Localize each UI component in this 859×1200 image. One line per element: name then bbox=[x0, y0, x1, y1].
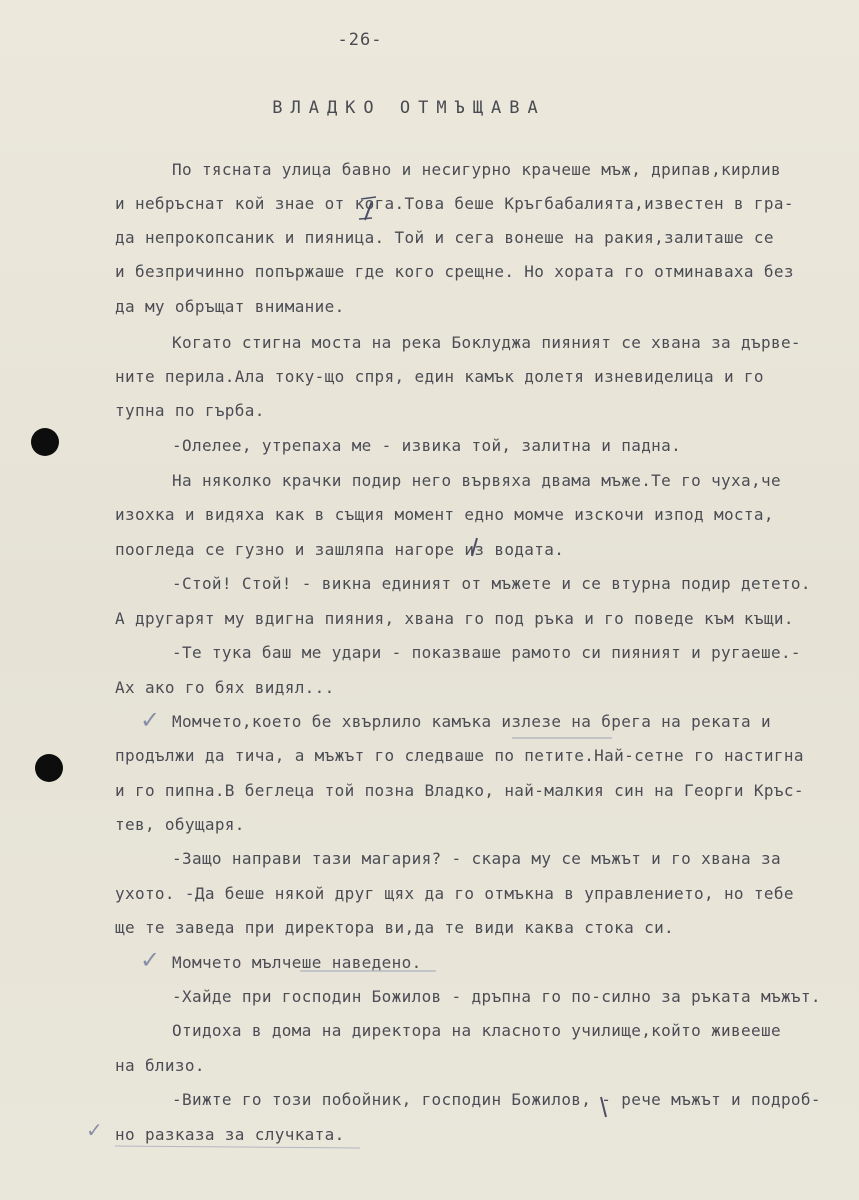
text-line: на близо. bbox=[115, 1056, 205, 1075]
text-line: На няколко крачки подир него вървяха двама мъже.Те го чуха,че bbox=[172, 471, 781, 490]
text-line: и небръснат кой знае от кога.Това беше Кръгбабалията,известен в гра- bbox=[115, 194, 794, 213]
text-line: -Те тука баш ме удари - показваше рамото си пияният и ругаеше.- bbox=[172, 643, 801, 662]
text-line: -Олелее, утрепаха ме - извика той, залитна и падна. bbox=[172, 436, 682, 455]
underline-stroke bbox=[115, 1146, 360, 1148]
text-line: продължи да тича, а мъжът го следваше по петите.Най-сетне го настигна bbox=[115, 746, 804, 765]
check-mark-icon: ✓ bbox=[86, 1118, 103, 1142]
text-line: По тясната улица бавно и несигурно крачеше мъж, дрипав,кирлив bbox=[172, 160, 781, 179]
text-line: ните перила.Ала току-що спря, един камък долетя изневиделица и го bbox=[115, 367, 764, 386]
text-line: тев, обущаря. bbox=[115, 815, 245, 834]
correction-stroke bbox=[365, 201, 372, 220]
text-line: Ах ако го бях видял... bbox=[115, 678, 335, 697]
correction-stroke bbox=[472, 538, 477, 556]
text-line: -Вижте го този побойник, господин Божилов, - рече мъжът и подроб- bbox=[172, 1090, 821, 1109]
check-mark-icon: ✓ bbox=[140, 706, 161, 734]
text-line: -Стой! Стой! - викна единият от мъжете и се втурна подир детето. bbox=[172, 574, 811, 593]
text-line: поогледа се гузно и зашляпа нагоре из водата. bbox=[115, 540, 565, 559]
text-line: Отидоха в дома на директора на класното училище,който живееше bbox=[172, 1021, 781, 1040]
text-line: -Хайде при господин Божилов - дръпна го по-силно за ръката мъжът. bbox=[172, 987, 821, 1006]
correction-stroke bbox=[601, 1097, 606, 1117]
text-line: тупна по гърба. bbox=[115, 401, 265, 420]
text-line: и безпричинно попържаше где кого срещне. Но хората го отминаваха без bbox=[115, 262, 794, 281]
check-mark-icon: ✓ bbox=[140, 946, 161, 974]
page-number: -26- bbox=[337, 30, 383, 50]
text-line: Момчето,което бе хвърлило камъка излезе на брега на реката и bbox=[172, 712, 771, 731]
text-line: но разказа за случката. bbox=[115, 1125, 345, 1144]
text-line: изохка и видяха как в същия момент едно момче изскочи изпод моста, bbox=[115, 505, 774, 524]
text-line: ухото. -Да беше някой друг щях да го отмъкна в управлението, но тебе bbox=[115, 884, 794, 903]
text-line: да непрокопсаник и пияница. Той и сега вонеше на ракия,залиташе се bbox=[115, 228, 774, 247]
page-title: ВЛАДКО ОТМЪЩАВА bbox=[272, 98, 546, 118]
text-line: да му обръщат внимание. bbox=[115, 297, 345, 316]
text-line: А другарят му вдигна пияния, хвана го под ръка и го поведе към къщи. bbox=[115, 609, 794, 628]
text-line: Момчето мълчеше наведено. bbox=[172, 953, 422, 972]
text-line: -Защо направи тази магария? - скара му се мъжът и го хвана за bbox=[172, 849, 781, 868]
text-line: Когато стигна моста на река Боклуджа пияният се хвана за дърве- bbox=[172, 333, 801, 352]
text-line: и го пипна.В беглеца той позна Владко, най-малкия син на Георги Кръс- bbox=[115, 781, 804, 800]
text-line: ще те заведа при директора ви,да те види каква стока си. bbox=[115, 918, 675, 937]
